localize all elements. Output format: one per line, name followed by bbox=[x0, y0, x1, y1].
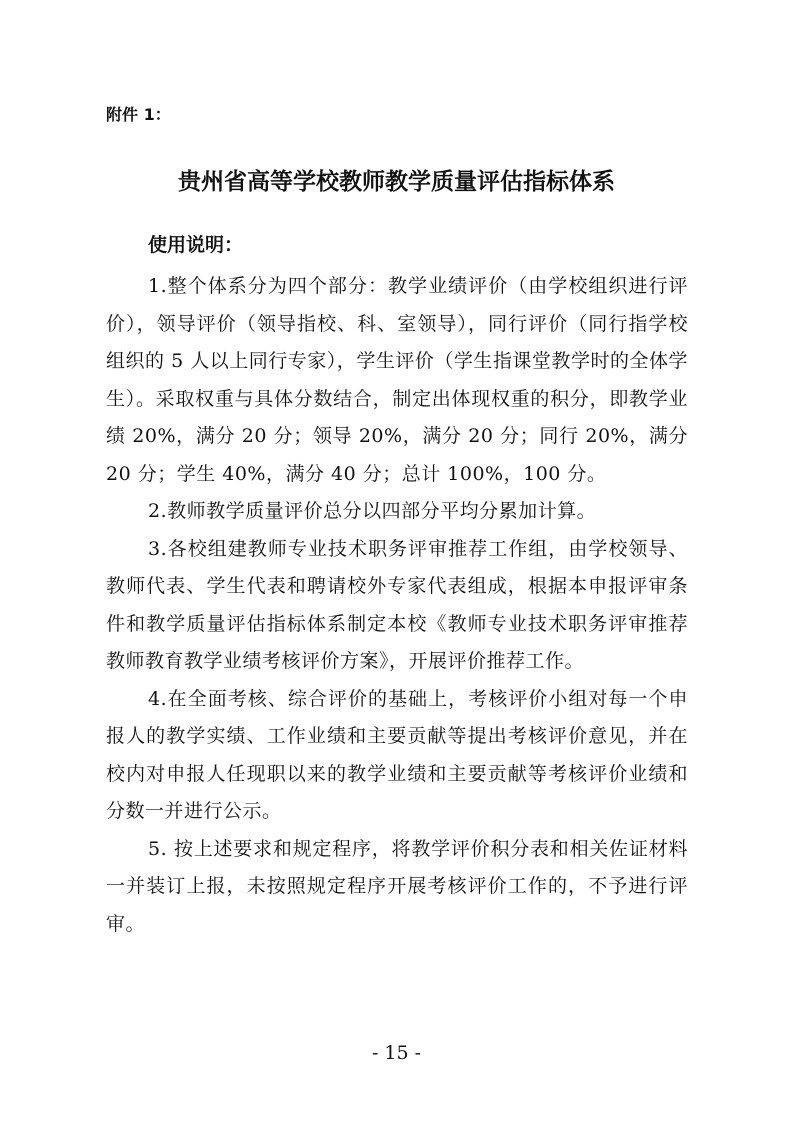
document-body bbox=[106, 268, 688, 943]
paragraph-1: 1.整个体系分为四个部分：教学业绩评价（由学校组织进行评价），领导评价（领导指校、科、室领导），同行评价（同行指学校组织的 5 人以上同行专家），学生评价（学生指课堂教学时的全体学生）。采取权重与具体分数结合，制定出体现权重的积分，即教学业绩 20%，满分 20 分；领导 20%，满分 20 分；同行 20%，满分 20 分；学生 40%，满分 40 分；总计 100%，100 分。 bbox=[106, 275, 688, 485]
page-number: - 15 - bbox=[371, 1042, 422, 1064]
attachment-label: 附件 1： bbox=[106, 105, 171, 124]
paragraph-5: 5. 按上述要求和规定程序，将教学评价积分表和相关佐证材料一并装订上报，未按照规定程序开展考核评价工作的，不予进行评审。 bbox=[106, 837, 688, 935]
section-heading: 使用说明： bbox=[148, 234, 244, 256]
paragraph-3: 3.各校组建教师专业技术职务评审推荐工作组，由学校领导、教师代表、学生代表和聘请校外专家代表组成，根据本申报评审条件和教学质量评估指标体系制定本校《教师专业技术职务评审推荐教师教育教学业绩考核评价方案》，开展评价推荐工作。 bbox=[106, 537, 688, 672]
paragraph-4: 4.在全面考核、综合评价的基础上，考核评价小组对每一个申报人的教学实绩、工作业绩和主要贡献等提出考核评价意见，并在校内对申报人任现职以来的教学业绩和主要贡献等考核评价业绩和分数一并进行公示。 bbox=[106, 687, 688, 822]
document-title: 贵州省高等学校教师教学质量评估指标体系 bbox=[178, 169, 615, 195]
paragraph-2: 2.教师教学质量评价总分以四部分平均分累加计算。 bbox=[148, 500, 597, 522]
